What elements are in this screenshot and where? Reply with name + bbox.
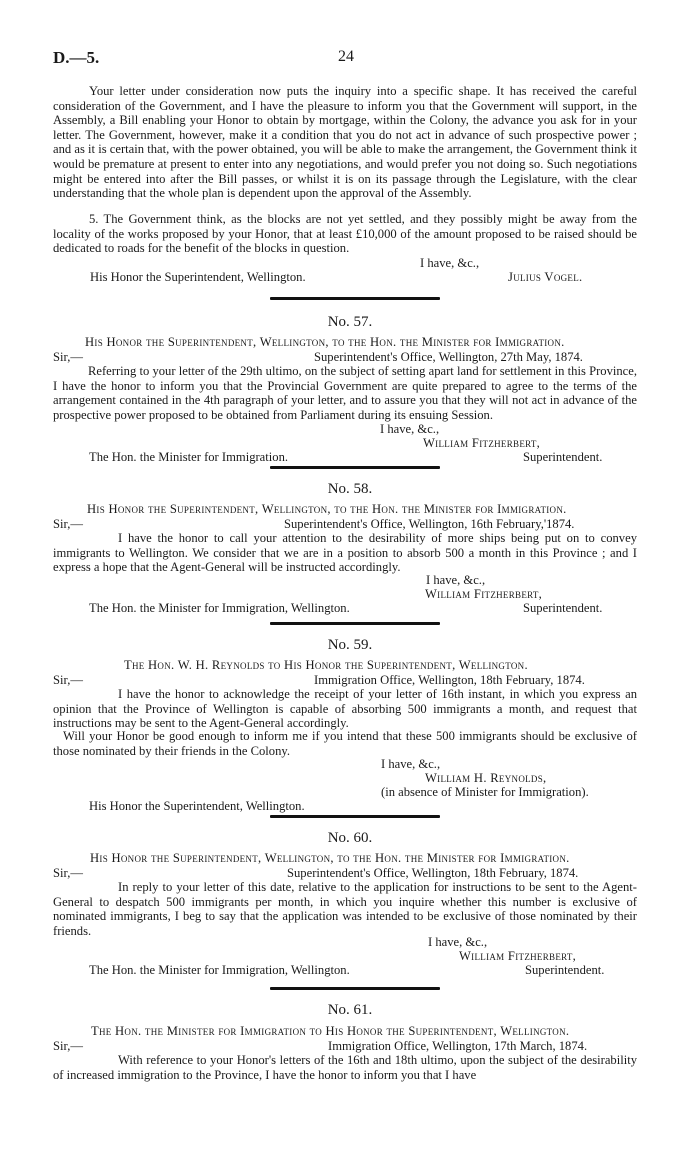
signature-title: Superintendent. <box>525 963 605 977</box>
place-date: Superintendent's Office, Wellington, 18th February, 1874. <box>287 866 579 880</box>
page-number: 24 <box>338 48 354 65</box>
closing: I have, &c., <box>381 757 441 771</box>
signature: Julius Vogel. <box>508 270 583 284</box>
section-divider <box>270 297 440 300</box>
addressee: The Hon. the Minister for Immigration. <box>89 450 289 464</box>
closing: I have, &c., <box>380 422 440 436</box>
section-divider <box>270 466 440 469</box>
letter-from-to: The Hon. W. H. Reynolds to His Honor the Superintendent, Wellington. <box>124 658 528 672</box>
signature-title: (in absence of Minister for Immigration). <box>381 785 589 799</box>
salutation: Sir,— <box>53 1039 83 1053</box>
salutation: Sir,— <box>53 673 83 687</box>
letter-number: No. 58. <box>327 481 373 497</box>
addressee: His Honor the Superintendent, Wellington. <box>90 270 306 284</box>
salutation: Sir,— <box>53 350 83 364</box>
letter-body-paragraph-2: Will your Honor be good enough to inform me if you intend that these 500 immigrants should be exclusive of those nominated by their friends in the Colony. <box>53 729 637 758</box>
letter-from-to: The Hon. the Minister for Immigration to His Honor the Superintendent, Wellington. <box>91 1024 570 1038</box>
addressee: The Hon. the Minister for Immigration, Wellington. <box>89 963 350 977</box>
signature-title: Superintendent. <box>523 450 603 464</box>
section-divider <box>270 815 440 818</box>
letter-number: No. 60. <box>327 830 373 846</box>
signature: William H. Reynolds, <box>425 771 547 785</box>
letter-body: In reply to your letter of this date, relative to the application for instructions to be sent to the Agent-General to despatch 500 immigrants per month, in which you inquire whether this number is exclusive of nominated immigrants, I beg to say that the application was intended to be exclusive of those nominated by their friends. <box>53 880 637 938</box>
letter-body: I have the honor to acknowledge the receipt of your letter of 16th instant, in which you express an opinion that the Province of Wellington is capable of absorbing 500 immigrants a month, and request that instructions may be sent to the Agent-General accordingly. <box>53 687 637 731</box>
salutation: Sir,— <box>53 866 83 880</box>
letter-from-to: His Honor the Superintendent, Wellington, to the Hon. the Minister for Immigration. <box>90 851 570 865</box>
letter-from-to: His Honor the Superintendent, Wellington, to the Hon. the Minister for Immigration. <box>85 335 565 349</box>
signature: William Fitzherbert, <box>459 949 577 963</box>
place-date: Immigration Office, Wellington, 17th March, 1874. <box>328 1039 588 1053</box>
letter-body: With reference to your Honor's letters of the 16th and 18th ultimo, upon the subject of the desirability of increased immigration to the Province, I have the honor to inform you that I have <box>53 1053 637 1082</box>
closing: I have, &c., <box>420 256 480 270</box>
intro-paragraph: Your letter under consideration now puts the inquiry into a specific shape. It has received the careful consideration of the Government, and I have the pleasure to inform you that the Government will support, in the Assembly, a Bill enabling your Honor to obtain by mortgage, within the Colony, the advance you ask for in your letter. The Government, however, make it a condition that you do not act in advance of such prospective power ; and as it is certain that, with the power obtained, you will be able to make the arrangement, the Government think it would be premature at present to enter into any negotiations, and would prefer you not doing so. Such negotiations might be entered into after the Bill passes, or whilst it is on its passage through the Legislature, with the clear understanding that the whole plan is dependent upon the approval of the Assembly. <box>53 84 637 201</box>
intro-paragraph-5: 5. The Government think, as the blocks are not yet settled, and they possibly might be away from the locality of the works proposed by your Honor, that at least £10,000 of the amount proposed to be raised should be dedicated to roads for the benefit of the blocks in question. <box>53 212 637 256</box>
letter-number: No. 61. <box>327 1002 373 1018</box>
section-divider <box>270 987 440 990</box>
signature: William Fitzherbert, <box>423 436 541 450</box>
signature: William Fitzherbert, <box>425 587 543 601</box>
letter-number: No. 59. <box>327 637 373 653</box>
section-divider <box>270 622 440 625</box>
addressee: The Hon. the Minister for Immigration, Wellington. <box>89 601 350 615</box>
place-date: Superintendent's Office, Wellington, 27th May, 1874. <box>314 350 583 364</box>
document-id: D.—5. <box>53 48 100 67</box>
letter-from-to: His Honor the Superintendent, Wellington, to the Hon. the Minister for Immigration. <box>87 502 567 516</box>
signature-title: Superintendent. <box>523 601 603 615</box>
place-date: Immigration Office, Wellington, 18th February, 1874. <box>314 673 585 687</box>
salutation: Sir,— <box>53 517 83 531</box>
letter-body: I have the honor to call your attention to the desirability of more ships being put on to convey immigrants to Wellington. We consider that we are in a position to absorb 500 a month in this Province ; and I express a hope that the Agent-General will be instructed accordingly. <box>53 531 637 575</box>
closing: I have, &c., <box>428 935 488 949</box>
closing: I have, &c., <box>426 573 486 587</box>
addressee: His Honor the Superintendent, Wellington. <box>89 799 305 813</box>
place-date: Superintendent's Office, Wellington, 16th February,'1874. <box>284 517 575 531</box>
letter-body: Referring to your letter of the 29th ultimo, on the subject of setting apart land for settlement in this Province, I have the honor to inform you that the Provincial Government are quite prepared to agree to the terms of the arrangement contained in the 4th paragraph of your letter, and to assure you that they will not act in advance of the prospective power proposed to be obtained from Parliament during its ensuing Session. <box>53 364 637 422</box>
letter-number: No. 57. <box>327 314 373 330</box>
